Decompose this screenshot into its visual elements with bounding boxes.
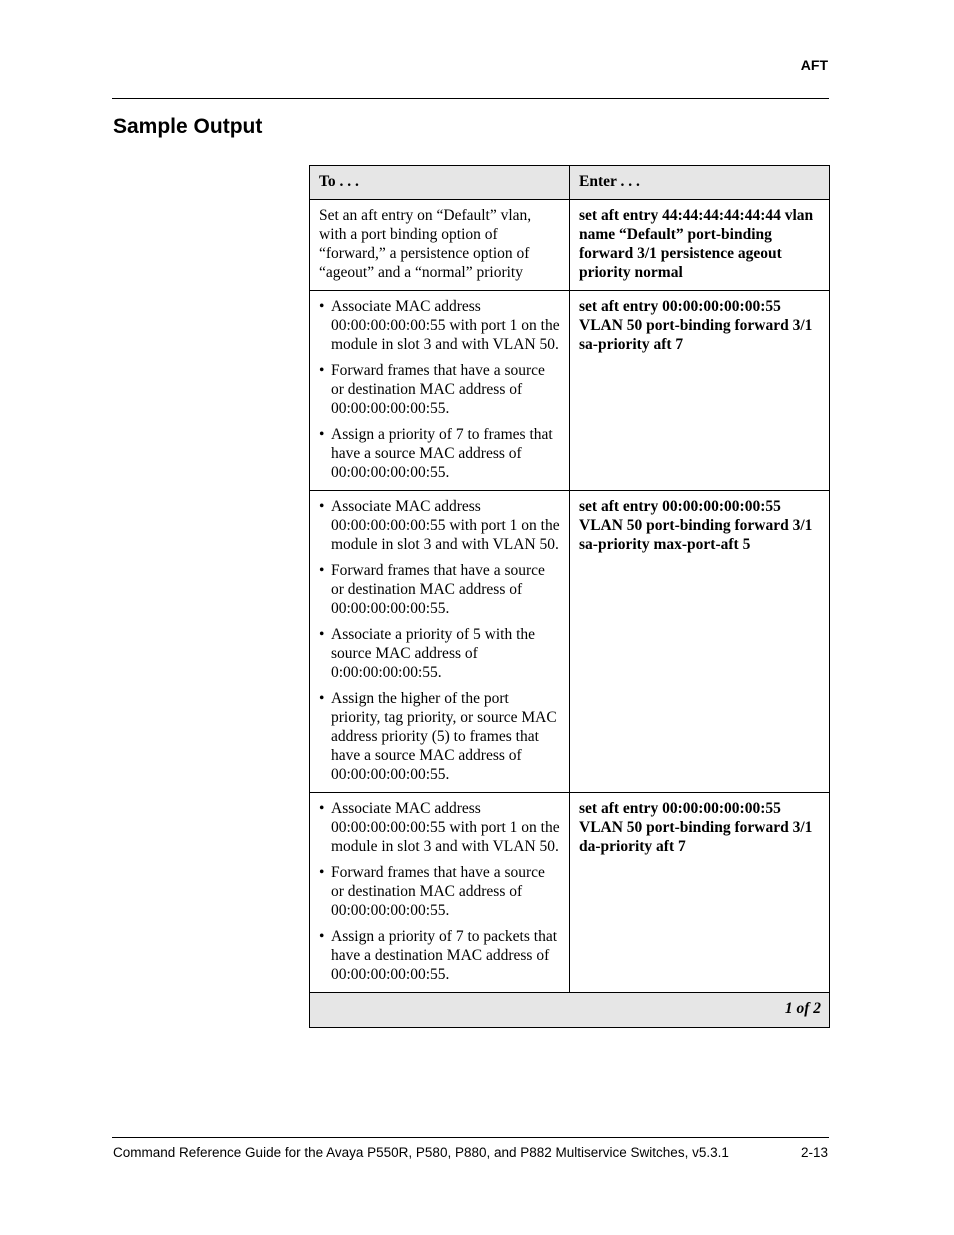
bullet-icon: • [319, 298, 325, 315]
list-item [319, 561, 561, 618]
row-command: set aft entry 44:44:44:44:44:44 vlan name “Default” port-binding forward 3/1 persistence ageout priority normal [570, 200, 830, 291]
table-row [310, 200, 830, 291]
command-table [309, 165, 830, 1028]
list-item-text: Forward frames that have a source or destination MAC address of 00:00:00:00:00:55. [331, 864, 545, 919]
running-head: AFT [800, 57, 828, 73]
list-item [319, 689, 561, 784]
list-item-text: Associate MAC address 00:00:00:00:00:55 with port 1 on the module in slot 3 and with VLAN 50. [331, 498, 560, 553]
bullet-icon: • [319, 362, 325, 379]
list-item [319, 927, 561, 984]
bullet-icon: • [319, 928, 325, 945]
row-command: set aft entry 00:00:00:00:00:55 VLAN 50 port-binding forward 3/1 sa-priority max-port-aft 5 [570, 491, 830, 793]
list-item [319, 361, 561, 418]
bullet-list [319, 497, 561, 784]
list-item-text: Assign a priority of 7 to packets that have a destination MAC address of 00:00:00:00:00:55. [331, 928, 557, 983]
list-item-text: Associate a priority of 5 with the source MAC address of 0:00:00:00:00:55. [331, 626, 536, 681]
bullet-icon: • [319, 498, 325, 515]
bullet-list [319, 799, 561, 984]
bullet-icon: • [319, 690, 325, 707]
list-item-text: Forward frames that have a source or destination MAC address of 00:00:00:00:00:55. [331, 562, 545, 617]
footer-title: Command Reference Guide for the Avaya P550R, P580, P880, and P882 Multiservice Switches, v5.3.1 [113, 1145, 729, 1160]
page-number: 2-13 [800, 1145, 828, 1160]
list-item [319, 425, 561, 482]
column-header-enter: Enter . . . [570, 166, 830, 200]
list-item [319, 625, 561, 682]
bullet-icon: • [319, 800, 325, 817]
list-item [319, 297, 561, 354]
list-item-text: Associate MAC address 00:00:00:00:00:55 with port 1 on the module in slot 3 and with VLAN 50. [331, 298, 560, 353]
list-item-text: Assign a priority of 7 to frames that have a source MAC address of 00:00:00:00:00:55. [331, 426, 553, 481]
column-header-to: To . . . [310, 166, 570, 200]
footer-rule [112, 1137, 829, 1138]
row-command: set aft entry 00:00:00:00:00:55 VLAN 50 port-binding forward 3/1 sa-priority aft 7 [570, 291, 830, 491]
table-header-row [310, 166, 830, 200]
table-row [310, 793, 830, 993]
row-description [310, 291, 570, 491]
list-item [319, 799, 561, 856]
row-description: Set an aft entry on “Default” vlan, with a port binding option of “forward,” a persistence option of “ageout” and a “normal” priority [310, 200, 570, 291]
list-item-text: Associate MAC address 00:00:00:00:00:55 with port 1 on the module in slot 3 and with VLAN 50. [331, 800, 560, 855]
table-pager: 1 of 2 [310, 993, 830, 1028]
list-item-text: Assign the higher of the port priority, tag priority, or source MAC address priority (5) to frames that have a source MAC address of 00:00:00:00:00:55. [331, 690, 557, 783]
table-pager-row [310, 993, 830, 1028]
bullet-icon: • [319, 562, 325, 579]
bullet-icon: • [319, 426, 325, 443]
list-item [319, 497, 561, 554]
row-description [310, 491, 570, 793]
header-rule [112, 98, 829, 99]
bullet-icon: • [319, 626, 325, 643]
section-title: Sample Output [113, 115, 263, 138]
list-item [319, 863, 561, 920]
table-row [310, 291, 830, 491]
table-row [310, 491, 830, 793]
list-item-text: Forward frames that have a source or destination MAC address of 00:00:00:00:00:55. [331, 362, 545, 417]
bullet-list [319, 297, 561, 482]
row-command: set aft entry 00:00:00:00:00:55 VLAN 50 port-binding forward 3/1 da-priority aft 7 [570, 793, 830, 993]
row-description [310, 793, 570, 993]
bullet-icon: • [319, 864, 325, 881]
